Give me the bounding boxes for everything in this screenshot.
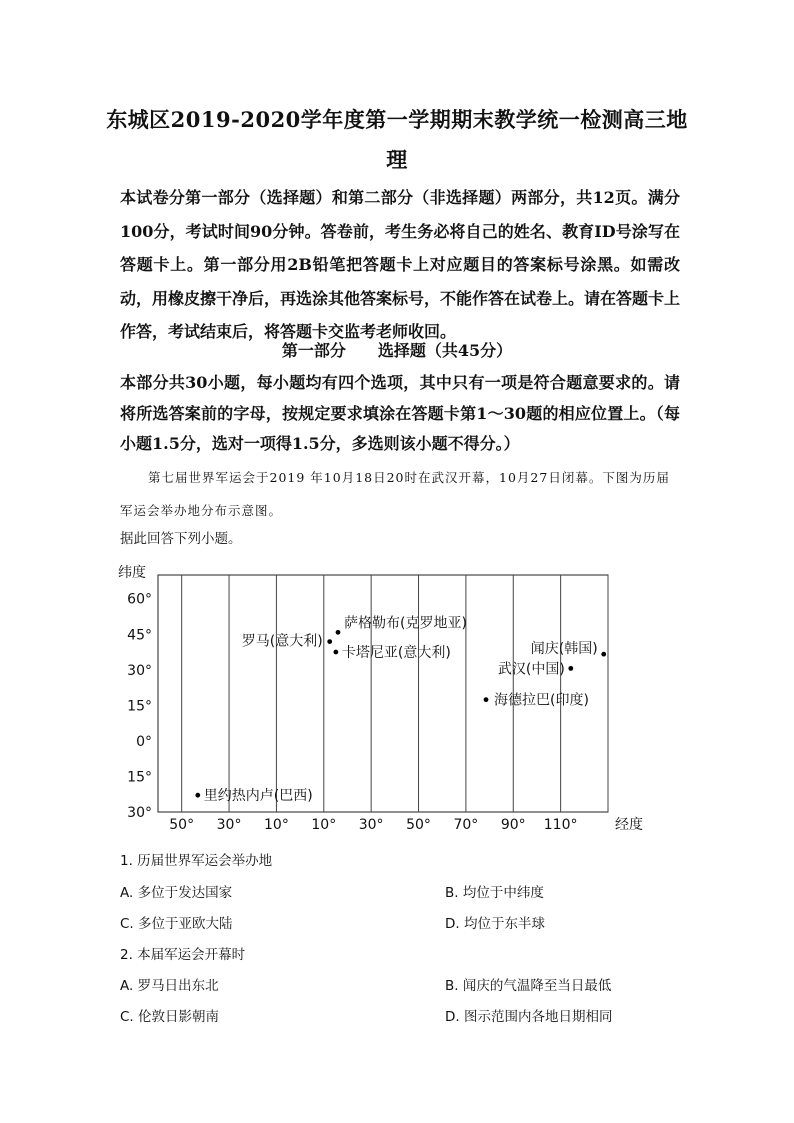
exam-title: [100, 100, 694, 180]
x-tick-label: 10°: [264, 817, 289, 833]
section-heading: [0, 338, 794, 364]
city-label: 卡塔尼亚(意大利): [341, 645, 451, 662]
x-tick-label: 30°: [216, 817, 242, 833]
city-label: 里约热内卢(巴西): [203, 788, 313, 805]
city-marker: [336, 630, 341, 635]
city-label: 萨格勒布(克罗地亚): [344, 615, 467, 632]
exam-title-line2: 理: [386, 147, 408, 172]
question-1-option-b[interactable]: B. 均位于中纬度: [445, 885, 544, 901]
question-passage: 第七届世界军运会于2019 年10月18日20时在武汉开幕，10月27日闭幕。下图为历届军运会举办地分布示意图。: [120, 470, 670, 518]
city-label: 武汉(中国): [497, 661, 565, 678]
x-tick-label: 10°: [311, 817, 337, 833]
city-label: 海德拉巴(印度): [494, 692, 589, 709]
section-type: 选择题（共45分）: [377, 341, 513, 360]
exam-instructions: 本试卷分第一部分（选择题）和第二部分（非选择题）两部分，共12页。满分100分，考试时间90分钟。答卷前，考生务必将自己的姓名、教育ID号涂写在答题卡上。第一部分用2B铅笔把答题卡上对应题目的答案标号涂黑。如需改动，用橡皮擦干净后，再选涂其他答案标号，不能作答在试卷上。请在答题卡上作答，考试结束后，将答题卡交监考老师收回。: [120, 188, 681, 341]
x-tick-label: 50°: [169, 817, 195, 833]
city-marker: [484, 697, 489, 702]
y-tick-label: 45°: [127, 627, 152, 644]
section-part: 第一部分: [281, 341, 346, 360]
city-label: 罗马(意大利): [241, 633, 323, 650]
city-marker: [327, 639, 332, 644]
question-2-option-d[interactable]: D. 图示范围内各地日期相同: [445, 1009, 613, 1025]
city-marker: [568, 666, 573, 671]
question-2-option-a[interactable]: A. 罗马日出东北: [120, 978, 219, 994]
y-tick-label: 15°: [127, 769, 152, 786]
city-marker: [195, 793, 200, 798]
question-1-option-a[interactable]: A. 多位于发达国家: [120, 885, 233, 901]
y-tick-label: 15°: [127, 698, 152, 715]
y-axis-label: 纬度: [118, 565, 146, 581]
section-instructions: 本部分共30小题，每小题均有四个选项，其中只有一项是符合题意要求的。请将所选答案前的字母，按规定要求填涂在答题卡第1～30题的相应位置上。（每小题1.5分，选对一项得1.5分，多选则该小题不得分。）: [120, 373, 680, 453]
x-axis-label: 经度: [615, 817, 643, 833]
question-2-option-c[interactable]: C. 伦敦日影朝南: [120, 1009, 220, 1025]
exam-title-line1: 东城区2019-2020学年度第一学期期末教学统一检测高三地: [106, 107, 688, 132]
question-1-option-d[interactable]: D. 均位于东半球: [445, 916, 545, 932]
y-tick-label: 0°: [136, 733, 152, 750]
city-label: 闻庆(韩国): [530, 641, 598, 658]
y-tick-label: 30°: [127, 805, 152, 821]
question-2-option-b[interactable]: B. 闻庆的气温降至当日最低: [445, 978, 612, 994]
x-tick-label: 90°: [500, 817, 526, 833]
x-tick-label: 30°: [358, 817, 384, 833]
city-marker: [601, 652, 606, 657]
x-tick-label: 50°: [406, 817, 431, 833]
games-location-map: [110, 558, 650, 833]
y-tick-label: 30°: [127, 662, 152, 679]
x-tick-label: 110°: [543, 817, 578, 833]
question-2-stem: 2. 本届军运会开幕时: [120, 947, 246, 963]
x-tick-label: 70°: [453, 817, 479, 833]
city-marker: [333, 650, 338, 655]
y-tick-label: 60°: [127, 591, 152, 608]
question-1-option-c[interactable]: C. 多位于亚欧大陆: [120, 916, 233, 932]
question-prompt: 据此回答下列小题。: [120, 531, 242, 547]
question-1-stem: 1. 历届世界军运会举办地: [120, 853, 273, 869]
